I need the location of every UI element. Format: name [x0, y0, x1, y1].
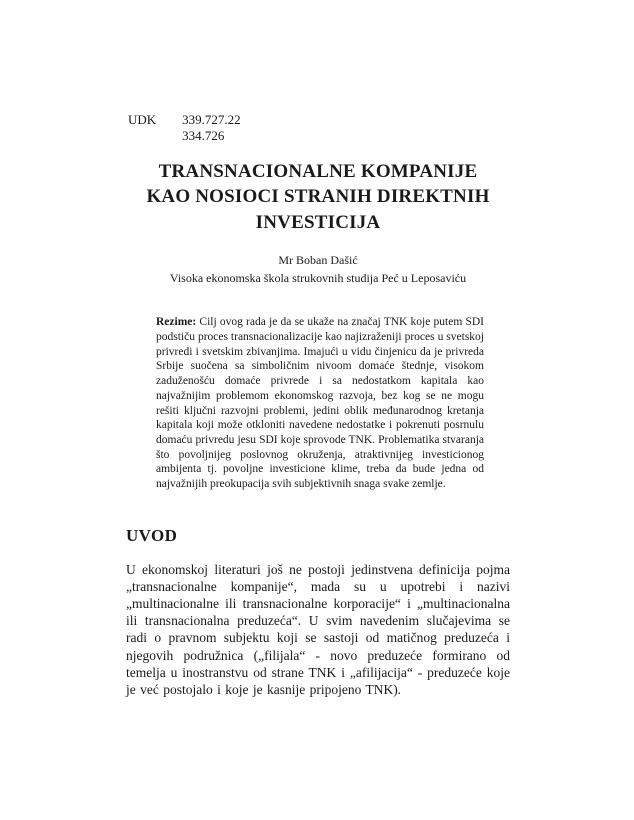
paper-title: TRANSNACIONALNE KOMPANIJE KAO NOSIOCI STRANIH DIREKTNIH INVESTICIJA — [146, 160, 490, 233]
udk-code-2: 334.726 — [182, 128, 225, 144]
abstract-label: Rezime: — [156, 316, 197, 329]
abstract-text: Cilj ovog rada je da se ukaže na značaj TNK koje putem SDI podstiču proces transnacionalizacije kao najizraženiji proces u svetskoj privredi i svetskim zbivanjima. Imajući u vidu činjenicu da je privreda Srbije suočena sa simboličnim nivoom domaće štednje, visokom zaduženošću domaće privrede i sa nedostatkom kapitala kao najvažnijim problemom ekonomskog razvoja, bez kog se ne mogu rešiti ključni razvojni problemi, jedini oblik međunarodnog kretanja kapitala koji može otkloniti navedene nedostatke i pokrenuti posrnulu domaću privredu jesu SDI koje sprovode TNK. Problematika stvaranja što povoljnijeg poslovnog okruženja, atraktivnijeg investicionog ambijenta tj. povoljne investicione klime, treba da bude jedna od najvažnijih preokupacija svih subjektivnih snaga svake zemlje. — [156, 316, 484, 491]
body-paragraph: U ekonomskoj literaturi još ne postoji jedinstvena definicija pojma „transnacionalne kompanije“, mada su u upotrebi i nazivi „multinacionalne ili transnacionalne korporacije“ i „multinacionalna ili transnacionalna preduzeća“. U svim navedenim slučajevima se radi o pravnom subjektu koji se sastoji od matičnog preduzeća i njegovih podružnica („filijala“ - novo preduzeće formirano od temelja u inostranstvu od strane TNK i „afilijacija“ - preduzeće koje je već postojalo i koje je kasnije pripojeno TNK). — [126, 561, 510, 697]
udk-block — [128, 112, 510, 145]
author-block — [126, 252, 510, 287]
udk-code-1: 339.727.22 — [182, 112, 241, 127]
udk-label: UDK — [128, 112, 157, 127]
abstract — [156, 315, 484, 492]
author-name: Mr Boban Dašić — [278, 253, 358, 268]
section-heading-uvod: UVOD — [126, 525, 178, 545]
author-affiliation: Visoka ekonomska škola strukovnih studija Peć u Leposaviću — [169, 270, 467, 285]
udk-codes — [182, 112, 241, 145]
